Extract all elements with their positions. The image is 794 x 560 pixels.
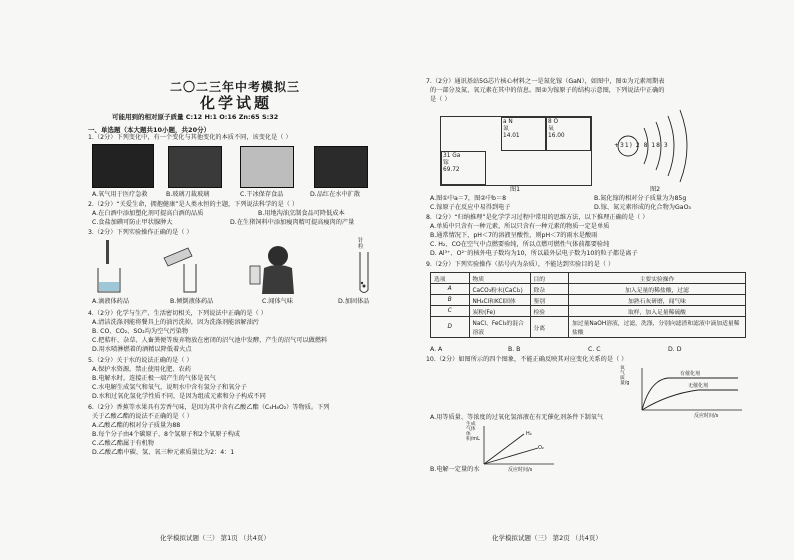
q3-option-c: C.闻体气味: [262, 298, 294, 305]
q3-stem: 3.（2分）下列实验操作正确的是（ ）: [88, 229, 193, 236]
g1-line-label-2: 无催化剂: [688, 383, 709, 389]
q2-stem: 2.（2分）“关爱生命，拥抱健康”是人类永恒的主题，下列说法科学的是（ ）: [88, 201, 299, 208]
q4-option-a: A.清洁洗涤剂能将餐具上的油污洗掉，因为洗涤剂能溶解油污: [92, 319, 259, 326]
reagent-bottle-icon: [164, 248, 192, 266]
q8-option-b: B.通常情况下，pH＜7的溶液呈酸性，则pH＜7的雨水是酸雨: [430, 232, 598, 239]
q5-option-a: A.保护水资源，禁止使用化肥、农药: [92, 366, 191, 373]
q8-stem: 8.（2分）“归纳推理”是化学学习过程中常用的思维方法，以下推理正确的是（ ）: [426, 214, 649, 221]
q6-option-a: A.乙酸乙酯的相对分子质量为88: [92, 422, 181, 429]
q9-option-a: A. A: [430, 346, 443, 353]
q10-stem: 10.（2分）如图所示的四个图象，不能正确反映其对应变化关系的是（ ）: [426, 356, 628, 363]
page-footer-2: 化学模拟试题（三） 第2页 （共4页）: [492, 534, 602, 542]
q9-option-b: B. B: [508, 346, 521, 353]
q5-option-b: B.电解水时，连接正极一端产生的气体是氧气: [92, 375, 216, 382]
q7-option-d: D.镓、氮元素形成的化合物为GaO₃: [594, 204, 691, 211]
g1-line-label-1: 有催化剂: [680, 371, 701, 377]
q6-option-c: C.乙酸乙酯属于有机物: [92, 440, 154, 447]
q5-option-c: C.水电解生成氢气和氧气，说明水中含有氢分子和氧分子: [92, 384, 247, 391]
q7-option-b: B.氮化镓的相对分子质量为为85g: [594, 195, 687, 202]
q1-image-d: [314, 146, 368, 188]
q3-option-b: B.倾倒液体药品: [170, 298, 214, 305]
periodic-table-fragment: [440, 116, 592, 186]
cell-nitrogen: a N 氮 14.01: [501, 117, 546, 151]
page-footer-1: 化学模拟试题（三） 第1页 （共4页）: [160, 534, 270, 542]
g2-h2-label: H₂: [526, 431, 532, 437]
q8-option-c: C. H₂、CO在空气中点燃要验纯，所以点燃可燃性气体前都要验纯: [430, 241, 610, 248]
q7-stem: 7.（2分）通讯基站5G芯片核心材料之一是氮化镓（GaN），如图中，图①为元素周期表: [426, 78, 665, 85]
q3-apparatus-drawings: [92, 238, 382, 296]
q10-graph-b: [478, 424, 558, 470]
q3-option-d: D.加固体品: [338, 298, 370, 305]
atomic-masses: 可能用到的相对原子质量 C:12 H:1 O:16 Zn:65 S:32: [112, 113, 279, 121]
q9-option-c: C. C: [588, 346, 601, 353]
q4-option-b: B. CO、CO₂、SO₂均为空气污染物: [92, 328, 189, 335]
q8-option-d: D. Al³⁺、O²⁻的核外电子数均为10，所以最外层电子数为10的粒子都是离子: [430, 250, 638, 257]
q6-option-d: D.乙酸乙酯中碳、氢、氧三种元素质量比为2：4：1: [92, 449, 235, 456]
q6-stem: 6.（2分）香蕉等水果具有芳香气味，是因为其中含有乙酸乙酯（C₄H₈O₂）等物质。下列: [88, 404, 330, 411]
person-body-icon: [262, 265, 294, 294]
q2-option-b: B.用地沟油烹制食品可降低成本: [258, 210, 345, 217]
curve-without-catalyst: [642, 390, 738, 410]
q6-option-b: B.每个分子由4个碳原子、8个氢原子和2个氧原子构成: [92, 431, 240, 438]
g2-o2-label: O₂: [538, 445, 544, 451]
q1-option-a: A.氧气用于医疗急救: [92, 191, 148, 198]
q1-option-d: D.品红在水中扩散: [310, 191, 361, 198]
table-row: B NH₄Cl和KCl固体 鉴别 加熟石灰研磨，闻气味: [431, 295, 746, 306]
q4-stem: 4.（2分）化学与生产、生活密切相关，下列说法中正确的是（ ）: [88, 310, 267, 317]
q1-stem: 1.（2分）下列变化中，有一个变化与其他变化的本质不同，该变化是（ ）: [88, 134, 292, 141]
g2-x-label: 反应时间/s: [508, 467, 533, 473]
q4-option-c: C.把秸秆、杂草、人畜粪便等废弃物放在密闭的沼气池中发酵，产生的沼气可以做燃料: [92, 337, 328, 344]
q4-option-d: D.用水喷淋燃着的酒精以降低着火点: [92, 346, 192, 353]
q2-option-a: A.在白酒中添加塑化剂可提高白酒的品质: [92, 210, 204, 217]
g1-y-label: 氧气质量/g: [620, 366, 630, 386]
q9-table: [430, 272, 746, 338]
q9-stem: 9.（2分）下列实验操作（括号内为杂质），不能达到实验目的是（ ）: [426, 261, 615, 268]
q2-option-d: D.在生猪饲料中添加瘦肉精可提高瘦肉的产量: [230, 219, 355, 226]
q6-stem-cont: 关于乙酸乙酯的说法不正确的是（ ）: [92, 413, 193, 420]
q9-option-d: D. D: [668, 346, 682, 353]
q2-option-c: C.食盐加碘可防止甲状腺肿大: [92, 219, 173, 226]
table-row: D NaCl、FeCl₃的混合溶液 分离 加过量NaOH溶液，过滤，洗涤，分别向滤渣和滤液中滴加适量稀盐酸: [431, 317, 746, 338]
q1-image-a: [92, 144, 154, 188]
q10-option-a: A.用等质量、等浓度的过氧化氢溶液在有无催化剂条件下制氧气: [430, 414, 604, 421]
line-hydrogen: [484, 434, 524, 464]
q7-option-c: C.镓原子在反应中易得到电子: [430, 204, 511, 211]
q1-option-c: C.干冰保存食品: [240, 191, 284, 198]
table-row: C 炭粉(Fe) 检验 取样，加入足量稀硫酸: [431, 306, 746, 317]
atom-structure-label: +31) 2 8 18 3: [614, 142, 669, 149]
cell-gallium: 31 Ga 镓 69.72: [441, 151, 486, 185]
q3-option-a: A.滴液体药品: [92, 298, 130, 305]
table-header-row: 选项 物质 目的 主要实验操作: [431, 273, 746, 284]
q8-option-a: A.单质中只含有一种元素，所以只含有一种元素的物质一定是单质: [430, 223, 610, 230]
q5-stem: 5.（2分）关于水的说法正确的是（ ）: [88, 357, 193, 364]
cell-oxygen: 8 O 氧 16.00: [546, 117, 591, 151]
q7-stem-end: 是（ ）: [430, 96, 451, 103]
table-row: A CaCO₃粉末(CaCl₂) 除杂 加入足量的稀盐酸，过滤: [431, 284, 746, 295]
q5-option-d: D.水和过氧化氢化学性质不同，是因为组成元素和分子构成不同: [92, 393, 266, 400]
q1-image-c: [240, 146, 294, 188]
section-heading: 一、单选题（本大题共10小题，共20分）: [88, 126, 211, 134]
exam-subject: 化学试题: [200, 94, 273, 112]
q7-stem-cont: 的一部分及氮、氧元素在其中的信息。图②为镓原子的结构示意图，下列说法中正确的: [430, 87, 665, 94]
g2-y-label: 生成气体体积/mL: [466, 422, 480, 442]
exam-title: 二〇二三年中考模拟三: [170, 80, 301, 94]
q10-option-b: B.电解一定量的水: [430, 466, 480, 473]
g1-x-label: 反应时间/s: [694, 413, 719, 419]
q1-image-b: [168, 146, 222, 188]
test-tube-icon: [184, 264, 196, 292]
line-oxygen: [484, 448, 538, 464]
q7-option-a: A.图①中a＝7，图②中b＝8: [430, 195, 507, 202]
q3-granule-label: 针粒: [358, 238, 364, 250]
person-head-icon: [268, 246, 288, 266]
gas-bottle-icon: [250, 266, 260, 284]
q1-option-b: B.玻璃刀裁玻璃: [166, 191, 210, 198]
dropper-icon: [106, 240, 109, 264]
figure-1-caption: 图1: [510, 186, 521, 193]
figure-2-caption: 图2: [650, 186, 661, 193]
